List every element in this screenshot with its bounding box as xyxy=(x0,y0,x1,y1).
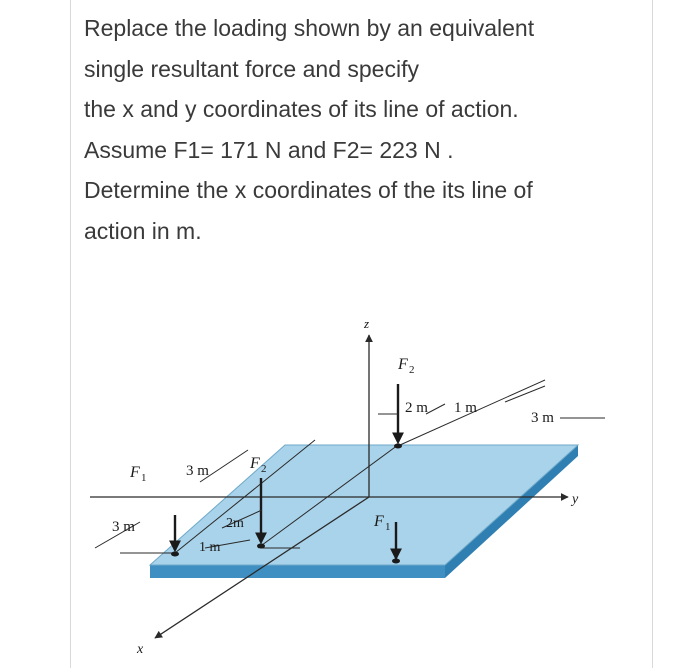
dim-2m-left: 2m xyxy=(226,516,244,531)
question-line: the x and y coordinates of its line of action. xyxy=(84,96,519,122)
force-f1-left-sub: 1 xyxy=(141,472,147,484)
force-f1-left-label: F xyxy=(130,464,140,481)
x-axis-label: x xyxy=(137,642,144,657)
dim-3m-left: 3 m xyxy=(112,519,135,535)
dim-1m-right: 1 m xyxy=(454,400,477,416)
dimension-line xyxy=(505,386,545,402)
dim-1m-left: 1 m xyxy=(199,540,221,555)
dimension-line xyxy=(426,404,445,414)
question-line: action in m. xyxy=(84,217,202,244)
force-f1-right-point xyxy=(392,559,400,564)
dim-3m-top-left: 3 m xyxy=(186,463,209,479)
question-line: Assume F1= 171 N and F2= 223 N . xyxy=(84,136,454,163)
force-f2-left-label: F xyxy=(250,455,260,472)
force-f2-right-label: F xyxy=(398,356,408,373)
question-line: single resultant force and specify xyxy=(84,55,419,82)
z-axis-label: z xyxy=(364,316,370,331)
dim-2m-right: 2 m xyxy=(405,400,428,416)
question-line: Determine the x coordinates of the its line of xyxy=(84,177,533,203)
force-f2-left-sub: 2 xyxy=(261,463,267,475)
dim-3m-right: 3 m xyxy=(531,410,554,426)
question-line: Replace the loading shown by an equivalent xyxy=(84,15,535,41)
y-axis-label: y xyxy=(572,492,579,507)
force-f2-right-sub: 2 xyxy=(409,364,415,376)
force-f1-left-point xyxy=(171,552,179,557)
force-f1-right-sub: 1 xyxy=(385,521,391,533)
force-f2-right-point xyxy=(394,444,402,449)
force-f1-right-label: F xyxy=(374,513,384,530)
plate-edge-front xyxy=(150,565,445,578)
force-f2-left-point xyxy=(257,544,265,549)
